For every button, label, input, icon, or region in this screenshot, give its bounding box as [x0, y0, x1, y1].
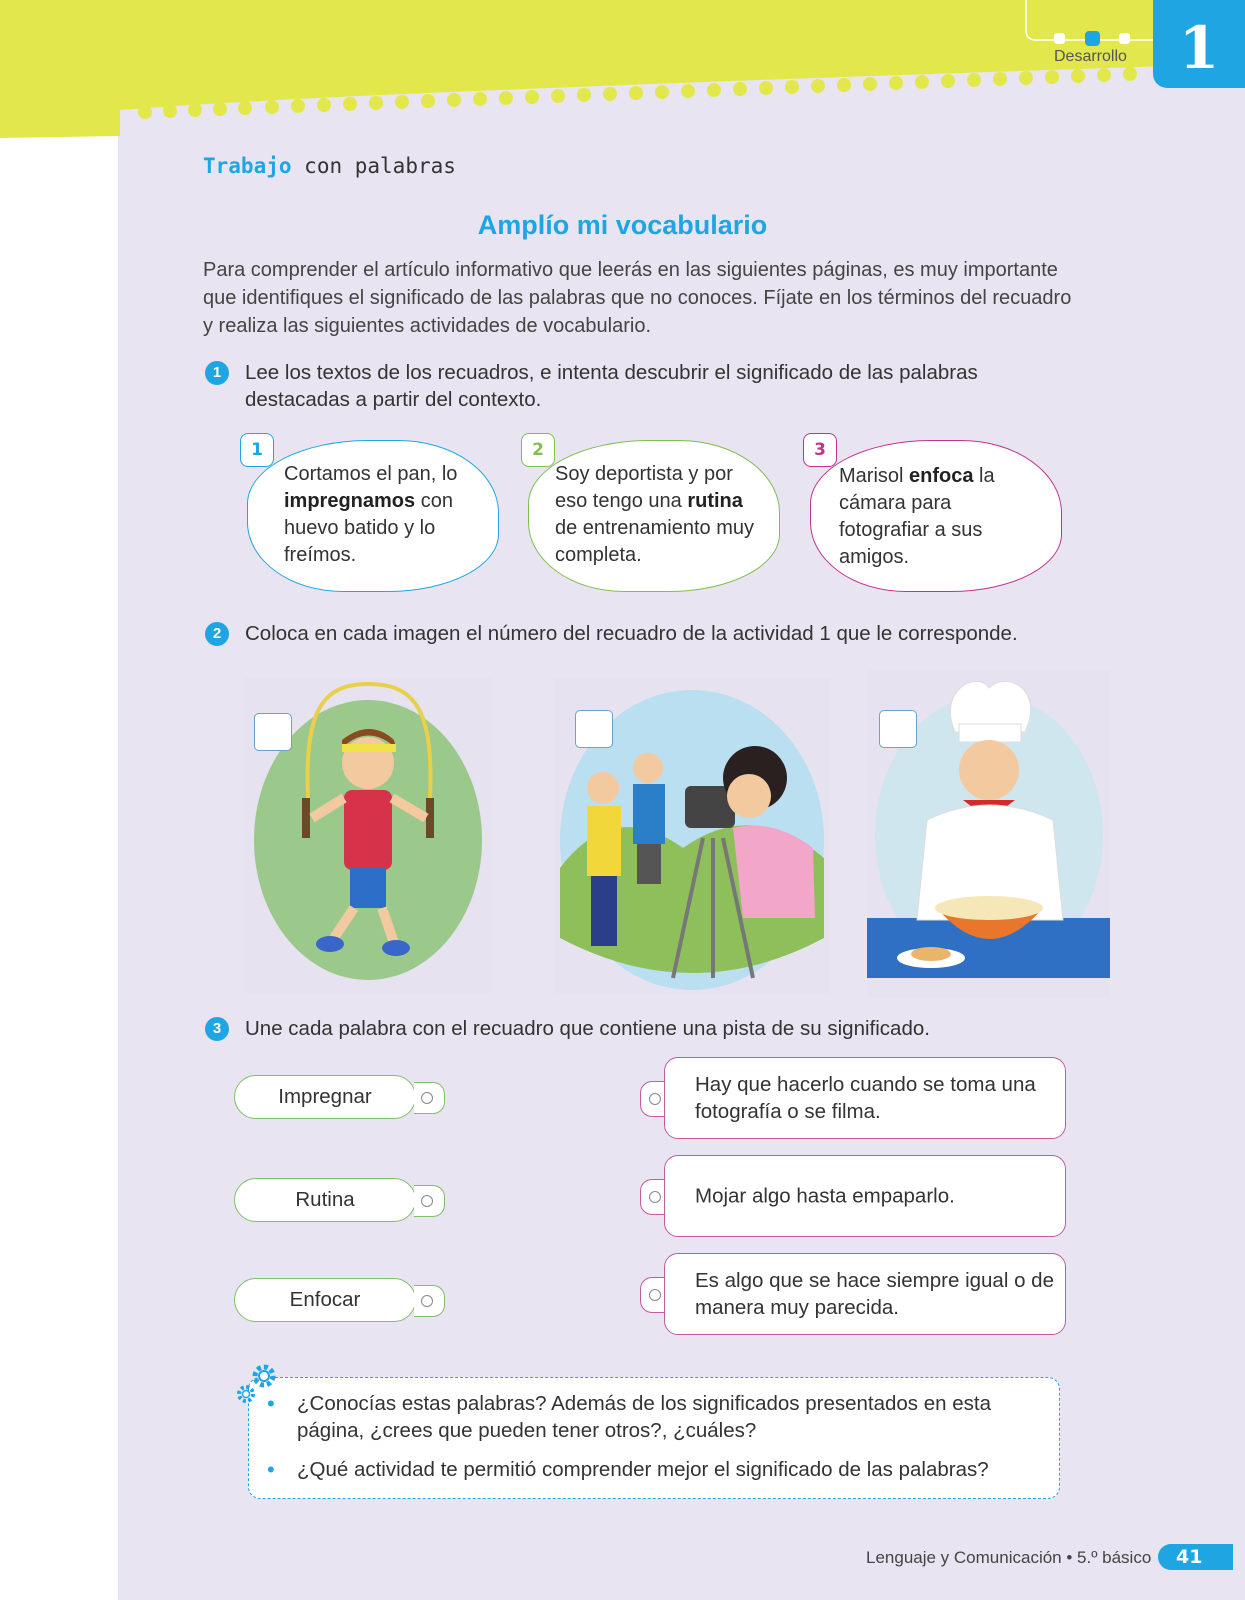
section-label: Desarrollo: [1054, 48, 1127, 65]
page-number: 41: [1158, 1544, 1233, 1570]
header-band: [0, 0, 1245, 140]
definition-connector-2[interactable]: [640, 1179, 665, 1215]
definition-text: Mojar algo hasta empaparlo.: [695, 1184, 955, 1208]
section-heading-rest: con palabras: [304, 154, 456, 178]
page-title: Amplío mi vocabulario: [477, 210, 768, 240]
question-number-badge: 1: [205, 361, 229, 385]
boy-jumping-rope-illustration: [244, 678, 492, 993]
woman-filming-friends-illustration: [553, 678, 831, 993]
word-box-impregnar: Impregnar: [234, 1075, 416, 1119]
definition-text: Hay que hacerlo cuando se toma una fotografía o se filma.: [695, 1073, 1036, 1123]
answer-checkbox[interactable]: [254, 713, 292, 751]
answer-checkbox[interactable]: [575, 710, 613, 748]
definition-connector-3[interactable]: [640, 1277, 665, 1313]
box-number-badge: 3: [803, 433, 837, 467]
footer-subject: Lenguaje y Comunicación • 5.º básico: [866, 1548, 1152, 1567]
question-text: Lee los textos de los recuadros, e intenta descubrir el significado de las palabras destacadas a partir del contexto.: [245, 361, 978, 411]
word-connector-enfocar[interactable]: [414, 1285, 445, 1317]
context-text: Cortamos el pan, lo impregnamos con huevo batido y lo freímos.: [284, 463, 458, 566]
reflection-question: • ¿Qué actividad te permitió comprender mejor el significado de las palabras?: [267, 1456, 1027, 1483]
chef-dipping-bread-illustration: [867, 670, 1110, 997]
section-heading-highlight: Trabajo: [203, 154, 292, 178]
question-number-badge: 2: [205, 622, 229, 646]
context-box-3: [810, 440, 1062, 592]
highlighted-word: rutina: [687, 490, 743, 512]
definition-box-2: [664, 1155, 1066, 1237]
definition-connector-1[interactable]: [640, 1081, 665, 1117]
context-text: Marisol enfoca la cámara para fotografiar a sus amigos.: [839, 465, 995, 568]
word-connector-rutina[interactable]: [414, 1185, 445, 1217]
gears-icon: [234, 1362, 282, 1410]
definition-box-1: [664, 1057, 1066, 1139]
intro-paragraph: Para comprender el artículo informativo que leerás en las siguientes páginas, es muy importante que identifiques el significado de las palabras que no conoces. Fíjate en los términos del recuadro y realiza las siguientes actividades de vocabulario.: [203, 259, 1072, 337]
question-text: Coloca en cada imagen el número del recuadro de la actividad 1 que le corresponde.: [245, 622, 1018, 645]
context-box-1: [247, 440, 499, 592]
word-connector-impregnar[interactable]: [414, 1082, 445, 1114]
reflection-list: [267, 1390, 1027, 1495]
word-box-rutina: Rutina: [234, 1178, 416, 1222]
unit-number-tab: 1: [1153, 0, 1245, 88]
answer-checkbox[interactable]: [879, 710, 917, 748]
reflection-box: [248, 1377, 1060, 1499]
reflection-question: • ¿Conocías estas palabras? Además de los significados presentados en esta página, ¿crees que pueden tener otros?, ¿cuáles?: [267, 1390, 1027, 1444]
highlighted-word: enfoca: [909, 465, 974, 487]
context-text: Soy deportista y por eso tengo una rutina de entrenamiento muy completa.: [555, 463, 755, 566]
section-heading: [203, 154, 456, 178]
box-number-badge: 2: [521, 433, 555, 467]
question-text: Une cada palabra con el recuadro que contiene una pista de su significado.: [245, 1017, 930, 1040]
context-box-2: [528, 440, 780, 592]
definition-text: Es algo que se hace siempre igual o de manera muy parecida.: [695, 1269, 1054, 1319]
question-number-badge: 3: [205, 1017, 229, 1041]
word-box-enfocar: Enfocar: [234, 1278, 416, 1322]
highlighted-word: impregnamos: [284, 490, 416, 512]
box-number-badge: 1: [240, 433, 274, 467]
definition-box-3: [664, 1253, 1066, 1335]
